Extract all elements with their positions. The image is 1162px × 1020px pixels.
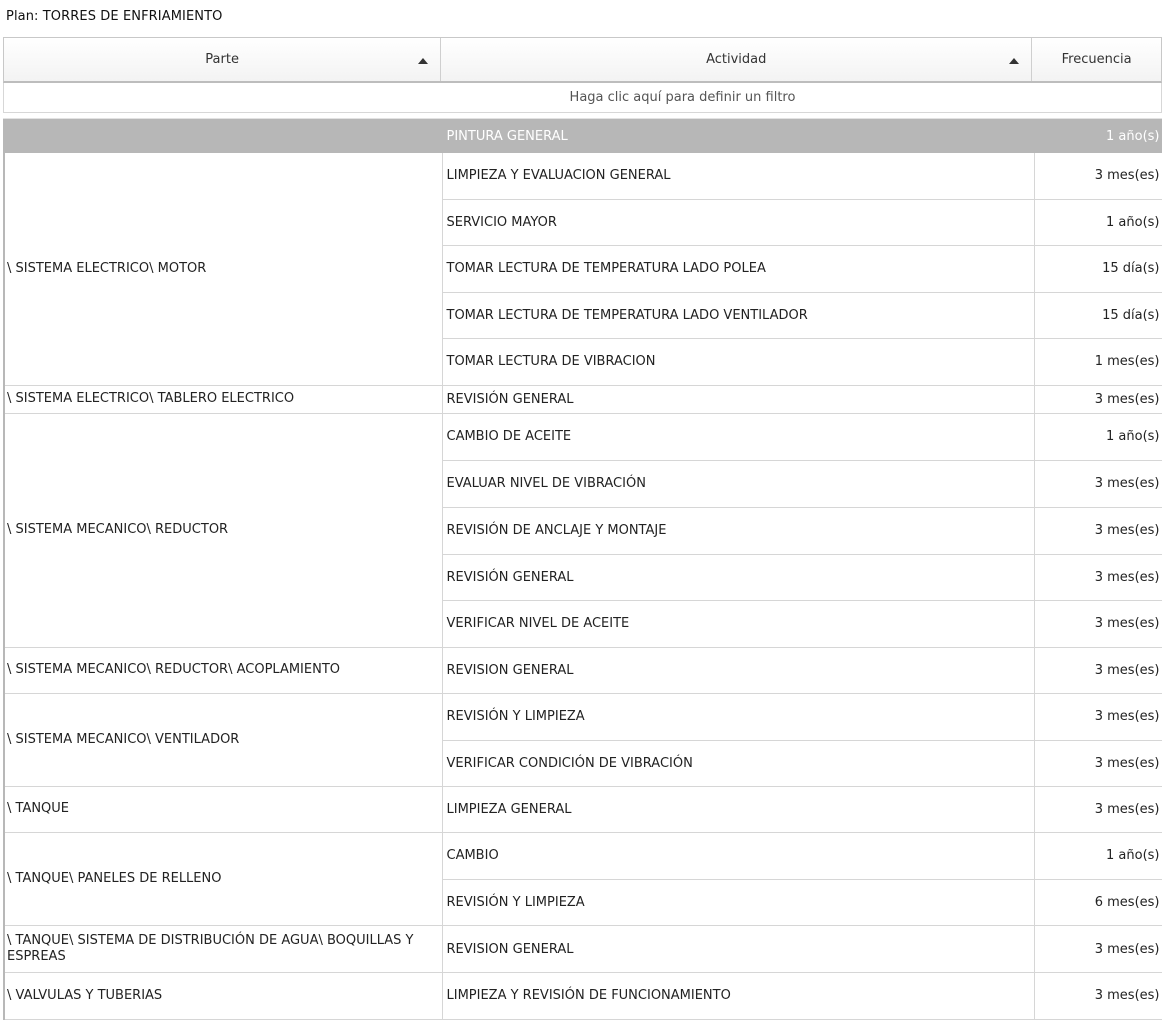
cell-actividad[interactable]: REVISIÓN Y LIMPIEZA bbox=[442, 693, 1034, 740]
cell-parte[interactable]: \ SISTEMA MECANICO\ VENTILADOR bbox=[4, 693, 442, 786]
cell-actividad[interactable]: SERVICIO MAYOR bbox=[442, 199, 1034, 246]
sort-ascending-icon bbox=[418, 58, 428, 64]
table-row[interactable] bbox=[4, 833, 1162, 880]
cell-frecuencia[interactable]: 3 mes(es) bbox=[1034, 973, 1162, 1020]
cell-actividad[interactable]: CAMBIO DE ACEITE bbox=[442, 413, 1034, 460]
cell-actividad[interactable]: REVISION GENERAL bbox=[442, 926, 1034, 973]
table-row[interactable] bbox=[4, 926, 1162, 973]
cell-frecuencia[interactable]: 3 mes(es) bbox=[1034, 385, 1162, 413]
cell-actividad[interactable]: LIMPIEZA Y EVALUACION GENERAL bbox=[442, 153, 1034, 200]
cell-actividad[interactable]: EVALUAR NIVEL DE VIBRACIÓN bbox=[442, 460, 1034, 507]
cell-actividad[interactable]: PINTURA GENERAL bbox=[442, 120, 1034, 153]
cell-frecuencia[interactable]: 3 mes(es) bbox=[1034, 786, 1162, 833]
cell-actividad[interactable]: REVISIÓN GENERAL bbox=[442, 554, 1034, 600]
cell-parte[interactable] bbox=[4, 120, 442, 153]
cell-actividad[interactable]: LIMPIEZA Y REVISIÓN DE FUNCIONAMIENTO bbox=[442, 973, 1034, 1020]
cell-frecuencia[interactable]: 3 mes(es) bbox=[1034, 647, 1162, 693]
cell-frecuencia[interactable]: 3 mes(es) bbox=[1034, 460, 1162, 507]
table-row[interactable] bbox=[4, 973, 1162, 1020]
cell-frecuencia[interactable]: 1 año(s) bbox=[1034, 199, 1162, 246]
cell-frecuencia[interactable]: 1 mes(es) bbox=[1034, 339, 1162, 386]
cell-frecuencia[interactable]: 1 año(s) bbox=[1034, 413, 1162, 460]
table-row[interactable] bbox=[4, 153, 1162, 200]
cell-actividad[interactable]: REVISION GENERAL bbox=[442, 647, 1034, 693]
cell-parte[interactable]: \ SISTEMA ELECTRICO\ TABLERO ELECTRICO bbox=[4, 385, 442, 413]
column-header-actividad[interactable] bbox=[441, 38, 1032, 81]
table-row[interactable] bbox=[4, 647, 1162, 693]
column-header-label: Frecuencia bbox=[1061, 52, 1132, 67]
cell-actividad[interactable]: VERIFICAR NIVEL DE ACEITE bbox=[442, 600, 1034, 647]
table-row[interactable] bbox=[4, 413, 1162, 460]
cell-frecuencia[interactable]: 3 mes(es) bbox=[1034, 600, 1162, 647]
cell-parte[interactable]: \ TANQUE\ PANELES DE RELLENO bbox=[4, 833, 442, 926]
column-header-frecuencia[interactable] bbox=[1032, 38, 1161, 81]
cell-frecuencia[interactable]: 15 día(s) bbox=[1034, 246, 1162, 293]
table-row[interactable] bbox=[4, 385, 1162, 413]
cell-frecuencia[interactable]: 3 mes(es) bbox=[1034, 554, 1162, 600]
table-row[interactable] bbox=[4, 786, 1162, 833]
maintenance-grid bbox=[3, 37, 1162, 1020]
cell-frecuencia[interactable]: 6 mes(es) bbox=[1034, 879, 1162, 926]
table-row[interactable] bbox=[4, 120, 1162, 153]
cell-actividad[interactable]: TOMAR LECTURA DE VIBRACION bbox=[442, 339, 1034, 386]
cell-actividad[interactable]: VERIFICAR CONDICIÓN DE VIBRACIÓN bbox=[442, 740, 1034, 786]
cell-actividad[interactable]: TOMAR LECTURA DE TEMPERATURA LADO VENTILADOR bbox=[442, 292, 1034, 339]
cell-actividad[interactable]: REVISIÓN Y LIMPIEZA bbox=[442, 879, 1034, 926]
cell-actividad[interactable]: REVISIÓN GENERAL bbox=[442, 385, 1034, 413]
column-header-label: Parte bbox=[205, 52, 239, 67]
cell-actividad[interactable]: REVISIÓN DE ANCLAJE Y MONTAJE bbox=[442, 507, 1034, 554]
sort-ascending-icon bbox=[1009, 58, 1019, 64]
cell-actividad[interactable]: CAMBIO bbox=[442, 833, 1034, 880]
cell-frecuencia[interactable]: 3 mes(es) bbox=[1034, 740, 1162, 786]
cell-parte[interactable]: \ SISTEMA MECANICO\ REDUCTOR\ ACOPLAMIENTO bbox=[4, 647, 442, 693]
grid-body bbox=[3, 119, 1162, 1020]
cell-frecuencia[interactable]: 3 mes(es) bbox=[1034, 153, 1162, 200]
grid-header bbox=[3, 37, 1162, 83]
cell-frecuencia[interactable]: 3 mes(es) bbox=[1034, 507, 1162, 554]
cell-actividad[interactable]: TOMAR LECTURA DE TEMPERATURA LADO POLEA bbox=[442, 246, 1034, 293]
cell-parte[interactable]: \ VALVULAS Y TUBERIAS bbox=[4, 973, 442, 1020]
table-row[interactable] bbox=[4, 693, 1162, 740]
cell-frecuencia[interactable]: 1 año(s) bbox=[1034, 120, 1162, 153]
filter-row[interactable]: Haga clic aquí para definir un filtro bbox=[3, 83, 1162, 113]
plan-title: Plan: TORRES DE ENFRIAMIENTO bbox=[6, 9, 223, 24]
column-header-parte[interactable] bbox=[4, 38, 441, 81]
cell-parte[interactable]: \ SISTEMA MECANICO\ REDUCTOR bbox=[4, 413, 442, 647]
cell-frecuencia[interactable]: 3 mes(es) bbox=[1034, 926, 1162, 973]
column-header-label: Actividad bbox=[706, 52, 767, 67]
cell-frecuencia[interactable]: 1 año(s) bbox=[1034, 833, 1162, 880]
cell-frecuencia[interactable]: 3 mes(es) bbox=[1034, 693, 1162, 740]
cell-parte[interactable]: \ TANQUE\ SISTEMA DE DISTRIBUCIÓN DE AGUA\ BOQUILLAS Y ESPREAS bbox=[4, 926, 442, 973]
cell-parte[interactable]: \ SISTEMA ELECTRICO\ MOTOR bbox=[4, 153, 442, 386]
cell-actividad[interactable]: LIMPIEZA GENERAL bbox=[442, 786, 1034, 833]
cell-parte[interactable]: \ TANQUE bbox=[4, 786, 442, 833]
cell-frecuencia[interactable]: 15 día(s) bbox=[1034, 292, 1162, 339]
